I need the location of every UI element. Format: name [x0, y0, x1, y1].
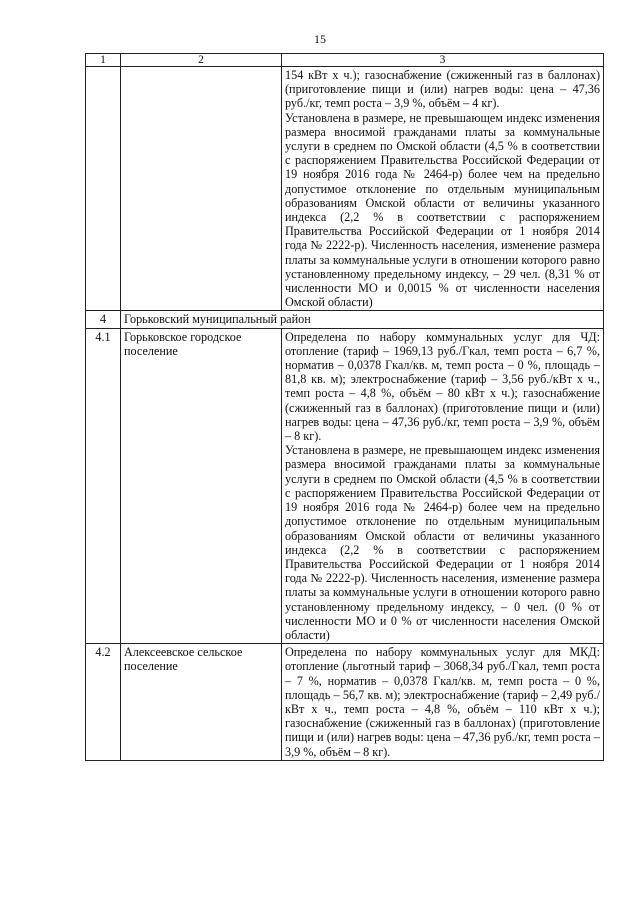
header-cell-2: 2 — [121, 54, 282, 67]
row-description-cell — [282, 328, 604, 643]
tariff-table — [85, 53, 604, 761]
header-cell-1: 1 — [86, 54, 121, 67]
description-paragraph: Определена по набору коммунальных услуг для МКД: отопление (льготный тариф – 3068,34 руб./Гкал, темп роста – 7 %, норматив – 0,0378 Гкал/кв. м, темп роста – 0 %, площадь – 56,7 кв. м); электроснабжение (тариф – 2,49 руб./кВт х ч., темп роста – 4,8 %, объём – 110 кВт х ч.); газоснабжение (сжиженный газ в баллонах) (приготовление пищи и (или) нагрев воды: цена – 47,36 руб./кг, темп роста – 3,9 %, объём – 8 кг). — [285, 645, 600, 759]
row-number-cell: 4.2 — [86, 644, 121, 761]
table-row-continuation — [86, 67, 604, 311]
description-paragraph: Установлена в размере, не превышающем индекс изменения размера вносимой гражданами платы за коммунальные услуги в среднем по Омской области (4,5 % в соответствии с распоряжением Правительства Российской Федерации от 19 ноября 2016 года № 2464-р) более чем на предельно допустимое отклонение по отдельным муниципальным образованиям Омской области от величины указанного индекса (2,2 % в соответствии с распоряжением Правительства Российской Федерации от 1 ноября 2014 года № 2222-р). Численность населения, изменение размера платы за коммунальные услуги в отношении которого равно установленному предельному индексу, – 29 чел. (8,31 % от численности МО и 0,0015 % от численности населения Омской области) — [285, 110, 600, 310]
section-title-cell: Горьковский муниципальный район — [121, 311, 604, 328]
row-number-cell: 4.1 — [86, 328, 121, 643]
table-row-section — [86, 311, 604, 328]
row-name-cell — [121, 67, 282, 311]
row-name-cell: Алексеевское сельское поселение — [121, 644, 282, 761]
table-header-row — [86, 54, 604, 67]
description-paragraph: Определена по набору коммунальных услуг для ЧД: отопление (тариф – 1969,13 руб./Гкал, темп роста – 6,7 %, норматив – 0,0378 Гкал/кв. м, темп роста – 0 %, площадь – 81,8 кв. м); электроснабжение (тариф – 3,56 руб./кВт х ч., темп роста – 4,8 %, объём – 80 кВт х ч.); газоснабжение (сжиженный газ в баллонах) (приготовление пищи и (или) нагрев воды: цена – 47,36 руб./кг, темп роста – 3,9 %, объём – 8 кг). — [285, 329, 600, 444]
section-number-cell: 4 — [86, 311, 121, 328]
description-paragraph: Установлена в размере, не превышающем индекс изменения размера вносимой гражданами платы за коммунальные услуги в среднем по Омской области (4,5 % в соответствии с распоряжением Правительства Российской Федерации от 19 ноября 2016 года № 2464-р) более чем на предельно допустимое отклонение по отдельным муниципальным образованиям Омской области от величины указанного индекса (2,2 % в соответствии с распоряжением Правительства Российской Федерации от 1 ноября 2014 года № 2222-р). Численность населения, изменение размера платы за коммунальные услуги в отношении которого равно установленному предельному индексу, – 0 чел. (0 % от численности МО и 0 % от численности населения Омской области) — [285, 443, 600, 642]
row-description-cell — [282, 644, 604, 761]
header-cell-3: 3 — [282, 54, 604, 67]
row-description-cell — [282, 67, 604, 311]
row-name-cell: Горьковское городское поселение — [121, 328, 282, 643]
row-number-cell — [86, 67, 121, 311]
description-paragraph: 154 кВт х ч.); газоснабжение (сжиженный газ в баллонах) (приготовление пищи и (или) нагрев воды: цена – 47,36 руб./кг, темп роста – 3,9 %, объём – 4 кг). — [285, 68, 600, 111]
table-row — [86, 644, 604, 761]
page-number: 15 — [314, 32, 326, 46]
table-row — [86, 328, 604, 643]
